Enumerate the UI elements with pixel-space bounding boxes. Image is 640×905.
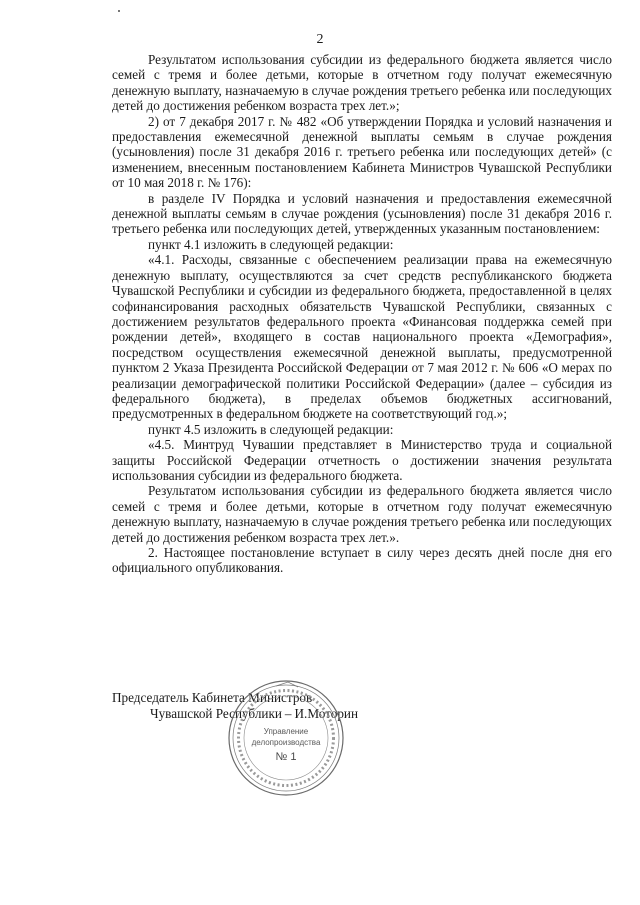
seal-dept-line-1: Управление bbox=[263, 727, 309, 736]
signatory-name: И.Моторин bbox=[294, 706, 359, 721]
paragraph-point-4-1: «4.1. Расходы, связанные с обеспечением реализации права на ежемесячную денежную выплату, осуществляются за счет средств республиканского бюджета Чувашской Республики и субсидии из федерального бюджета, предоставленной в целях софинансирования расходных обязательств Чувашской Республики, связанных с достижением результатов федерального проекта «Финансовая поддержка семей при рождении детей», входящего в состав национального проекта «Демография», посредством осуществления ежемесячной денежной выплаты, предусмотренной пунктом 2 Указа Президента Российской Федерации от 7 мая 2012 г. № 606 «О мерах по реализации демографической политики Российской Федерации» (далее – субсидия из федерального бюджета), в пределах объемов бюджетных ассигнований, предусмотренных в федеральном бюджете на соответствующий год.»; bbox=[112, 252, 612, 422]
paragraph-section-iv: в разделе IV Порядка и условий назначения и предоставления ежемесячной денежной выплаты семьям в случае рождения (усыновления) после 31 декабря 2016 г. третьего ребенка или последующих детей, утвержденных указанным постановлением: bbox=[112, 190, 612, 237]
page-number: 2 bbox=[316, 32, 324, 47]
signatory-republic: Чувашской Республики bbox=[150, 706, 282, 721]
official-seal bbox=[226, 678, 346, 798]
paragraph-result-2: Результатом использования субсидии из федерального бюджета является число семей с тремя и более детьми, которые в отчетном году получат ежемесячную денежную выплату, назначаемую в случае рождения третьего ребенка или последующих детей до достижения ребенком возраста трех лет.». bbox=[112, 483, 612, 545]
signatory-dash: – bbox=[284, 706, 292, 721]
paragraph-point-4-5: «4.5. Минтруд Чувашии представляет в Министерство труда и социальной защиты Российской Федерации отчетность о достижении значения результата использования субсидии из федерального бюджета. bbox=[112, 437, 612, 483]
signatory-title: Председатель Кабинета Министров bbox=[112, 690, 313, 705]
paragraph-point-4-1-intro: пункт 4.1 изложить в следующей редакции: bbox=[148, 236, 394, 252]
paragraph-effective-date: 2. Настоящее постановление вступает в силу через десять дней после дня его официального опубликования. bbox=[112, 545, 612, 576]
paragraph-point-4-5-intro: пункт 4.5 изложить в следующей редакции: bbox=[148, 421, 394, 437]
document-body bbox=[112, 52, 612, 576]
paragraph-result-1: Результатом использования субсидии из федерального бюджета является число семей с тремя и более детьми, которые в отчетном году получат ежемесячную денежную выплату, назначаемую в случае рождения третьего ребенка или последующих детей до достижения ребенком возраста трех лет.»; bbox=[112, 52, 612, 114]
paragraph-item-2: 2) от 7 декабря 2017 г. № 482 «Об утверждении Порядка и условий назначения и предоставления ежемесячной денежной выплаты семьям в случае рождения (усыновления) после 31 декабря 2016 г. третьего ребенка или последующих детей» (с изменением, внесенным постановлением Кабинета Министров Чувашской Республики от 10 мая 2018 г. № 176): bbox=[112, 113, 612, 191]
seal-number: № 1 bbox=[275, 751, 297, 763]
scan-speck bbox=[118, 10, 120, 12]
seal-emblem-mark bbox=[276, 682, 298, 687]
seal-dept-line-2: делопроизводства bbox=[251, 738, 321, 747]
